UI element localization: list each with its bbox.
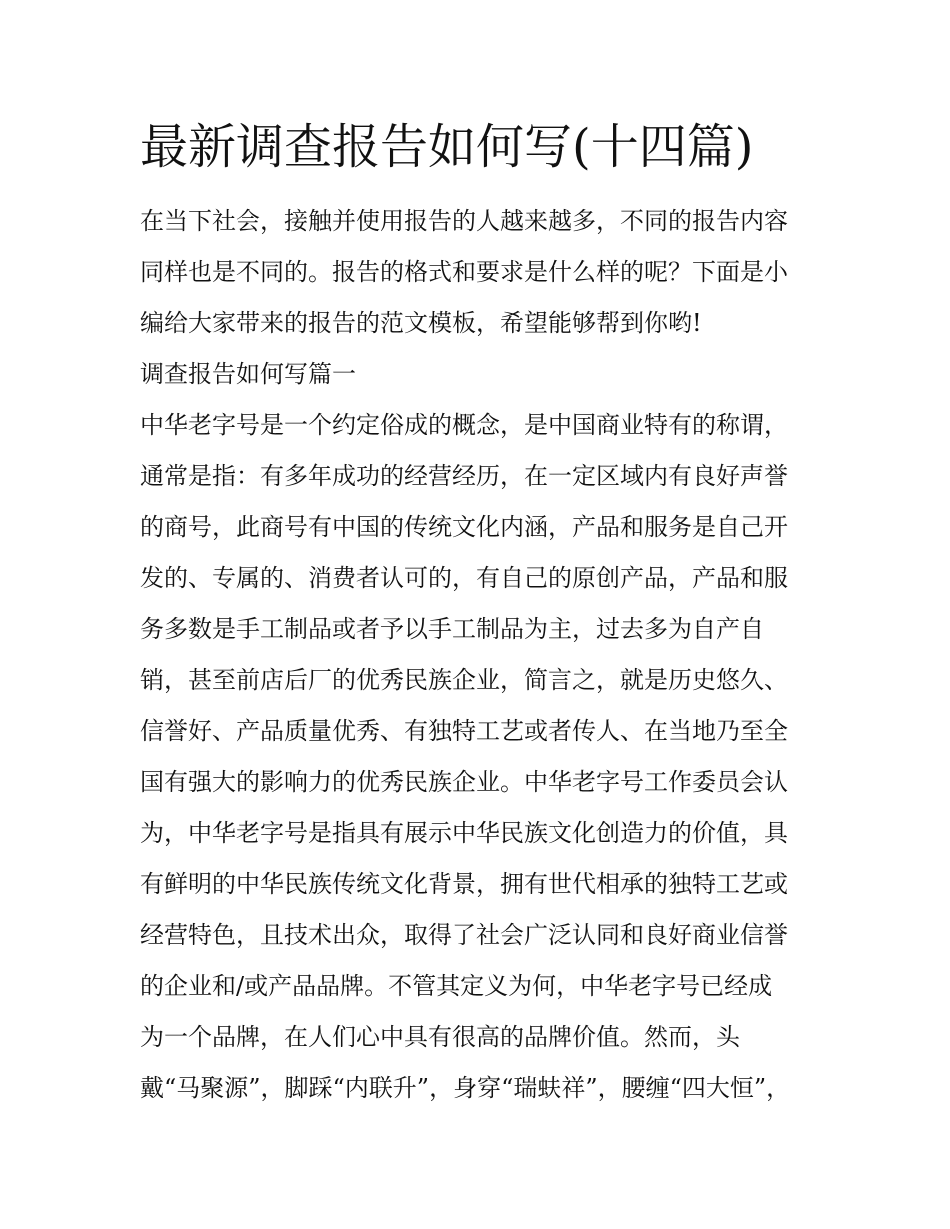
intro-line: 在当下社会，接触并使用报告的人越来越多，不同的报告内容 [140,207,788,235]
paragraph-line: 为，中华老字号是指具有展示中华民族文化创造力的价值，具 [140,819,788,847]
paragraph-line: 销，甚至前店后厂的优秀民族企业，简言之，就是历史悠久、 [140,666,788,694]
section-heading: 调查报告如何写篇一 [140,360,356,388]
paragraph-line: 务多数是手工制品或者予以手工制品为主，过去多为自产自 [140,615,764,643]
document-title: 最新调查报告如何写(十四篇) [140,119,754,175]
paragraph-line: 有鲜明的中华民族传统文化背景，拥有世代相承的独特工艺或 [140,870,788,898]
paragraph-line: 信誉好、产品质量优秀、有独特工艺或者传人、在当地乃至全 [140,717,788,745]
paragraph-line: 通常是指：有多年成功的经营经历，在一定区域内有良好声誉 [140,462,788,490]
paragraph-line: 的商号，此商号有中国的传统文化内涵，产品和服务是自己开 [140,513,788,541]
paragraph-line: 发的、专属的、消费者认可的，有自己的原创产品，产品和服 [140,564,788,592]
paragraph-line: 戴“马聚源”，脚踩“内联升”，身穿“瑞蚨祥”，腰缠“四大恒”， [140,1074,791,1102]
paragraph-line: 中华老字号是一个约定俗成的概念，是中国商业特有的称谓， [140,411,788,439]
paragraph-line: 经营特色，且技术出众，取得了社会广泛认同和良好商业信誉 [140,921,788,949]
paragraph-line: 为一个品牌，在人们心中具有很高的品牌价值。然而，头 [140,1023,740,1051]
document-body [140,196,820,1114]
intro-line: 同样也是不同的。报告的格式和要求是什么样的呢？下面是小 [140,258,788,286]
paragraph-line: 的企业和/或产品品牌。不管其定义为何，中华老字号已经成 [140,972,773,1000]
paragraph-line: 国有强大的影响力的优秀民族企业。中华老字号工作委员会认 [140,768,788,796]
intro-line: 编给大家带来的报告的范文模板，希望能够帮到你哟! [140,309,702,337]
